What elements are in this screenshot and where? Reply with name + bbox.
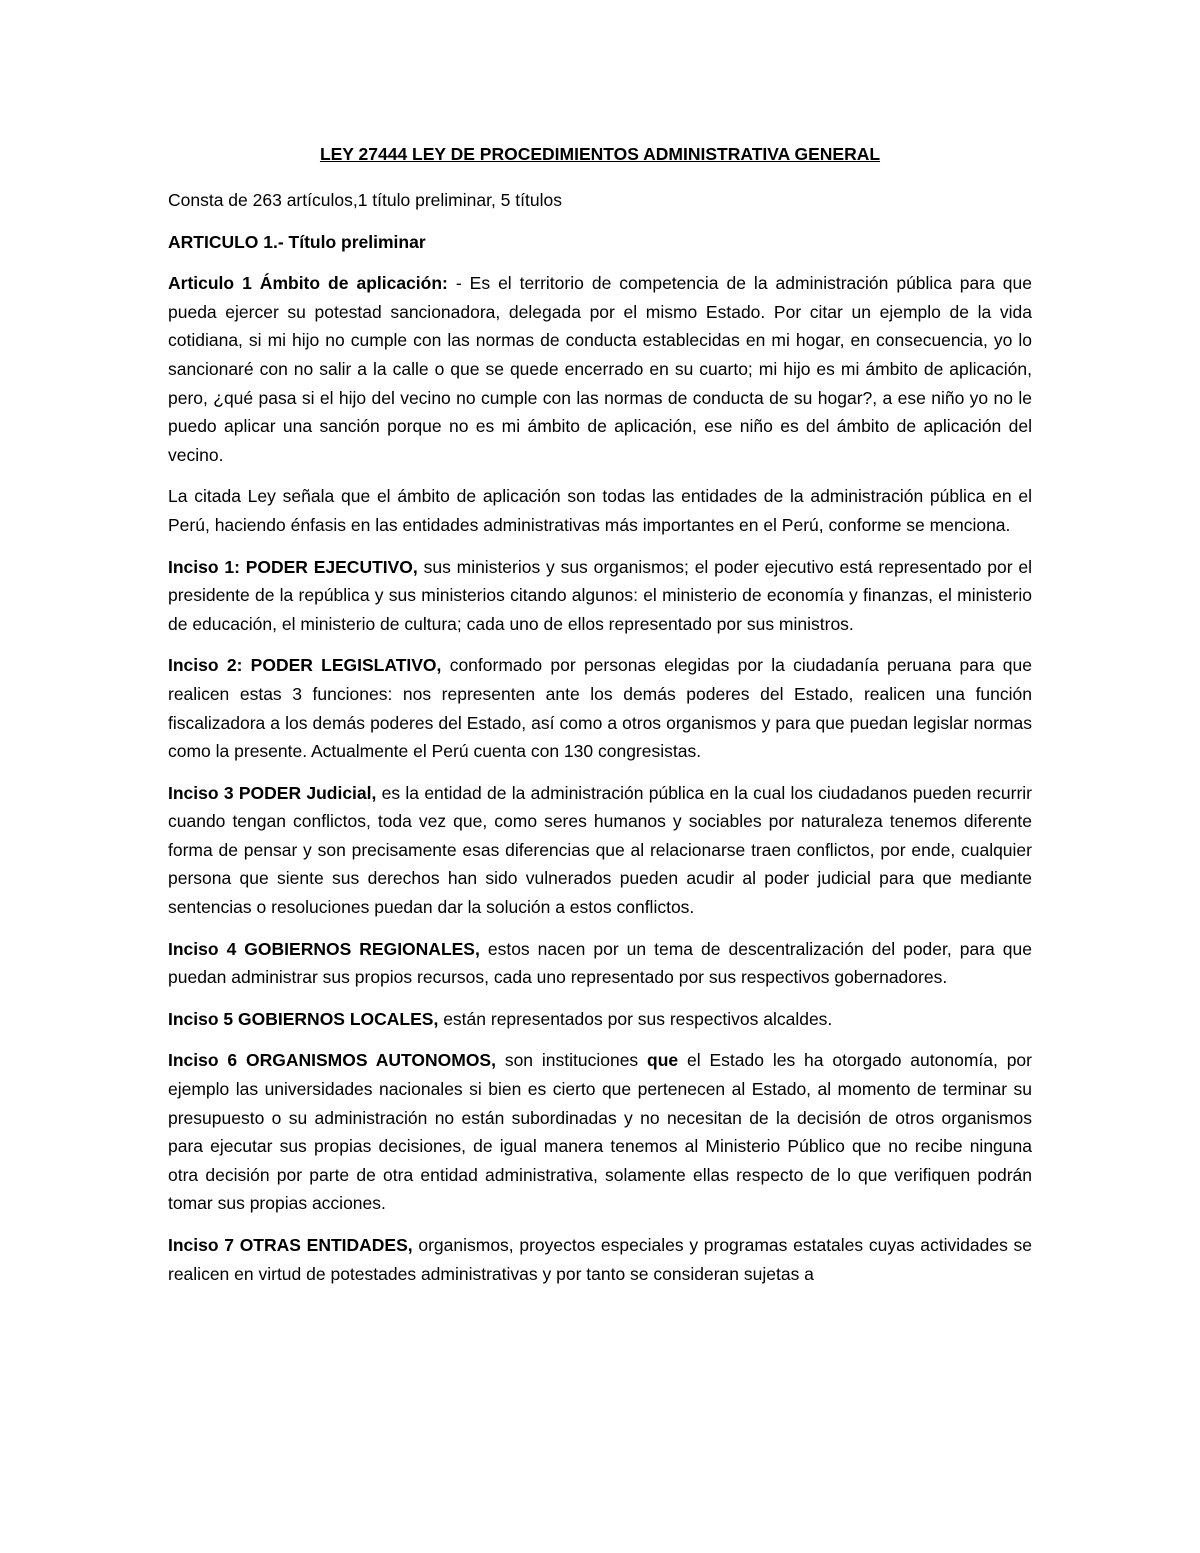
paragraph-text: es la entidad de la administración pública en la cual los ciudadanos pueden recurrir cuando tengan conflictos, toda vez que, como seres humanos y sociables por naturaleza tenemos diferente forma de pensar y son precisamente esas diferencias que al relacionarse traen conflictos, por ende, cualquier persona que siente sus derechos han sido vulnerados pueden acudir al poder judicial para que mediante sentencias o resoluciones puedan dar la solución a estos conflictos. bbox=[168, 782, 1032, 918]
paragraph-text: el Estado les ha otorgado autonomía, por ejemplo las universidades nacionales si bien es cierto que pertenecen al Estado, al momento de terminar su presupuesto o su administración no están subordinadas y no necesitan de la decisión de otros organismos para ejecutar sus propias decisiones, de igual manera tenemos al Ministerio Público que no recibe ninguna otra decisión por parte de otra entidad administrativa, solamente ellas respecto de lo que verifiquen podrán tomar sus propias acciones. bbox=[168, 1050, 1032, 1214]
document-title: LEY 27444 LEY DE PROCEDIMIENTOS ADMINISTRATIVA GENERAL bbox=[319, 144, 881, 164]
intro-line: Consta de 263 artículos,1 título preliminar, 5 títulos bbox=[168, 190, 562, 210]
paragraph-text: conformado por personas elegidas por la ciudadanía peruana para que realicen estas 3 funciones: nos representen ante los demás poderes del Estado, realicen una función fiscalizadora a los demás poderes del Estado, así como a otros organismos y para que puedan legislar normas como la presente. Actualmente el Perú cuenta con 130 congresistas. bbox=[168, 655, 1033, 762]
paragraph-text: - Es el territorio de competencia de la administración pública para que pueda ejercer su potestad sancionadora, delegada por el mismo Estado. Por citar un ejemplo de la vida cotidiana, si mi hijo no cumple con las normas de conducta establecidas en mi hogar, en consecuencia, yo lo sancionaré con no salir a la calle o que se quede encerrado en su cuarto; mi hijo es mi ámbito de aplicación, pero, ¿qué pasa si el hijo del vecino no cumple con las normas de conducta de su hogar?, a ese niño yo no le puedo aplicar una sanción porque no es mi ámbito de aplicación, ese niño es del ámbito de aplicación del vecino. bbox=[168, 273, 1032, 465]
paragraph-ley: La citada Ley señala que el ámbito de aplicación son todas las entidades de la administración pública en el Perú, haciendo énfasis en las entidades administrativas más importantes en el Perú, conforme se menciona. bbox=[168, 486, 1032, 535]
paragraph-lead: Inciso 5 GOBIERNOS LOCALES, bbox=[168, 1008, 439, 1029]
paragraph-bold-word: que bbox=[647, 1050, 679, 1071]
paragraph-inciso-6 bbox=[168, 1046, 1032, 1218]
paragraph-text: sus ministerios y sus organismos; el poder ejecutivo está representado por el presidente de la república y sus ministerios citando algunos: el ministerio de economía y finanzas, el ministerio de educación, el ministerio de cultura; cada uno de ellos representado por sus ministros. bbox=[168, 556, 1033, 634]
section-heading: ARTICULO 1.- Título preliminar bbox=[168, 231, 426, 252]
paragraph-text: están representados por sus respectivos alcaldes. bbox=[438, 1008, 833, 1029]
paragraph-lead: Inciso 7 OTRAS ENTIDADES, bbox=[168, 1235, 413, 1255]
paragraph-lead: Inciso 2: PODER LEGISLATIVO, bbox=[168, 655, 442, 676]
paragraph-lead: Inciso 6 ORGANISMOS AUTONOMOS, bbox=[168, 1050, 496, 1071]
paragraph-lead: Articulo 1 Ámbito de aplicación: bbox=[168, 273, 448, 294]
paragraph-lead: Inciso 4 GOBIERNOS REGIONALES, bbox=[168, 938, 480, 959]
paragraph-inciso-4 bbox=[168, 935, 1032, 992]
paragraph-inciso-2 bbox=[168, 651, 1032, 765]
paragraph-inciso-1 bbox=[168, 553, 1032, 639]
document-page bbox=[168, 140, 1032, 1301]
paragraph-inciso-7 bbox=[168, 1231, 1032, 1288]
paragraph-lead: Inciso 3 PODER Judicial, bbox=[168, 782, 377, 803]
paragraph-text: estos nacen por un tema de descentralización del poder, para que puedan administrar sus propios recursos, cada uno representado por sus respectivos gobernadores. bbox=[168, 938, 1032, 988]
paragraph-text: son instituciones bbox=[495, 1050, 648, 1071]
paragraph-inciso-3 bbox=[168, 779, 1032, 922]
paragraph-inciso-5 bbox=[168, 1005, 1032, 1034]
paragraph-text: organismos, proyectos especiales y programas estatales cuyas actividades se realicen en virtud de potestades administrativas y por tanto se consideran sujetas a bbox=[168, 1235, 1033, 1284]
paragraph-lead: Inciso 1: PODER EJECUTIVO, bbox=[168, 556, 418, 577]
paragraph-ambito bbox=[168, 269, 1032, 469]
